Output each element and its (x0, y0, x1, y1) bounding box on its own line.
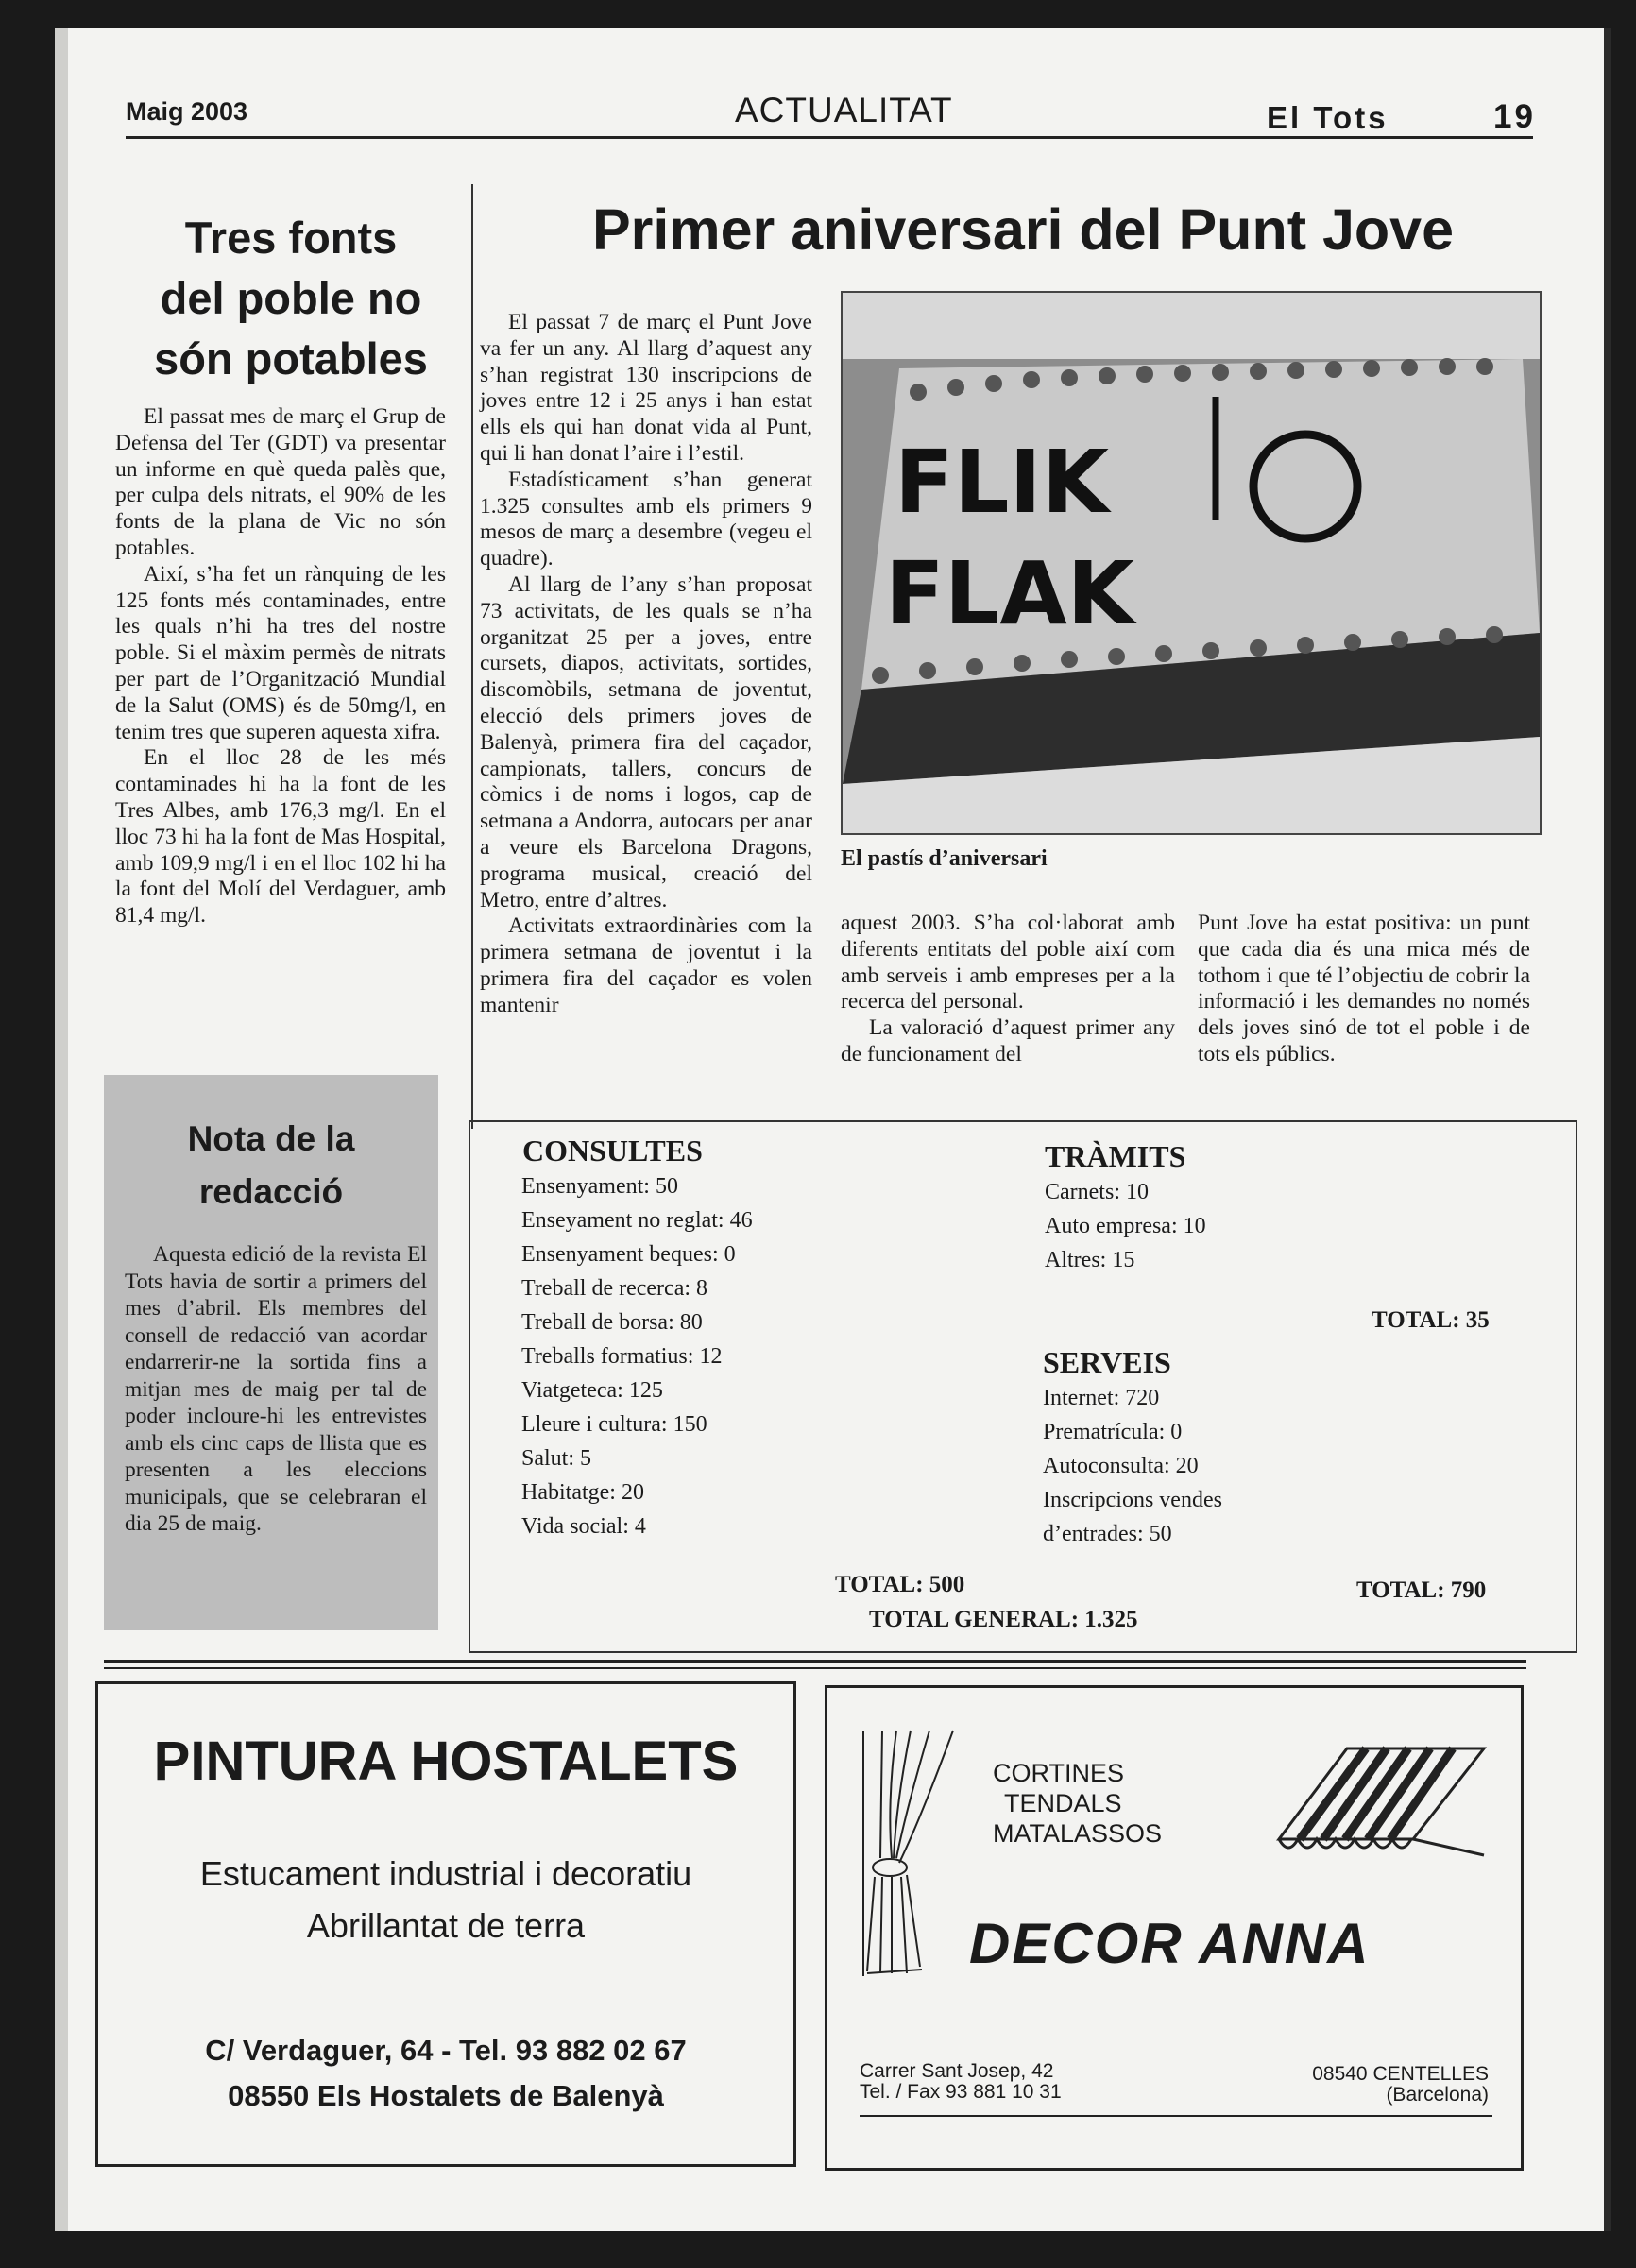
ad-pintura-city: 08550 Els Hostalets de Balenyà (228, 2079, 664, 2112)
ad-pintura-line1: Estucament industrial i decoratiu (199, 1854, 692, 1893)
left-article-title (135, 208, 447, 389)
awning-icon (1271, 1737, 1498, 1860)
paragraph: aquest 2003. S’ha col·laborat amb diferents entitats del poble així com amb serveis i amb empreses per a la recerca del personal. (841, 911, 1175, 1015)
ad-decor-region: (Barcelona) (1386, 2084, 1489, 2106)
left-article-body (115, 404, 446, 929)
title-line: del poble no (160, 273, 422, 323)
header-date: Maig 2003 (126, 97, 248, 126)
list-item: d’entrades: 50 (1043, 1522, 1172, 1546)
title-line: són potables (154, 333, 428, 384)
cake-text-line1: FLIK (895, 432, 1109, 533)
paragraph: El passat 7 de març el Punt Jove va fer un any. Al llarg d’aquest any s’han registrat 130 inscripcions de joves entre 12 i 25 anys i han estat ells els qui han donat vida al Punt, qui li han donat l’aire i l’estil. (480, 310, 812, 466)
list-item: Habitatge: 20 (521, 1480, 644, 1505)
main-article-col3 (1198, 911, 1530, 1068)
cake-image (843, 293, 1540, 833)
main-article-col2 (841, 911, 1175, 1068)
list-item: Ensenyament beques: 0 (521, 1242, 736, 1267)
cake-text-line2: FLAK (885, 543, 1134, 644)
list-item: Salut: 5 (521, 1446, 592, 1471)
list-item: Ensenyament: 50 (521, 1174, 678, 1199)
ad-decor-phone: Tel. / Fax 93 881 10 31 (860, 2081, 1062, 2103)
editor-note-title (104, 1113, 438, 1219)
paragraph: Així, s’ha fet un rànquing de les 125 fonts més contaminades, entre les quals n’hi ha tres del nostre poble. Si el màxim permès de nitrats per part de l’Organització Mundial de la Salut (OMS) és de 50mg/l, en tenim tres que superen aquesta xifra. (115, 561, 446, 744)
list-item: Prematrícula: 0 (1043, 1420, 1183, 1444)
ad-decor-rule (860, 2115, 1492, 2117)
cake-photo (841, 291, 1542, 835)
list-item: Inscripcions vendes (1043, 1488, 1222, 1512)
title-line: Tres fonts (184, 213, 398, 263)
tramits-list (1045, 1175, 1206, 1277)
list-item: Treballs formatius: 12 (521, 1344, 723, 1369)
paragraph: Al llarg de l’any s’han proposat 73 activitats, de les quals se n’ha organitzat 25 per a joves, entre cursets, diapos, activitats, sortides, discomòbils, setmana de joventut, elecció dels primers joves de Balenyà, primera fira del caçador, campionats, tallers, concurs de còmics i de noms i logos, cap de setmana a Andorra, autocars per anar a veure els Barcelona Dragons, programa musical, creació del Metro, entre d’altres. (480, 571, 812, 912)
list-item: Auto empresa: 10 (1045, 1214, 1206, 1238)
list-item: Treball de borsa: 80 (521, 1310, 703, 1335)
editor-note-text (125, 1241, 427, 1538)
paragraph: Estadísticament s’han generat 1.325 consultes amb els primers 9 mesos de març a desembre (vegeu el quadre). (480, 467, 812, 571)
product-item: MATALASSOS (993, 1819, 1163, 1848)
ads-divider (104, 1667, 1526, 1669)
ads-divider (104, 1660, 1526, 1663)
serveis-title: SERVEIS (1043, 1345, 1171, 1379)
page-edge (1604, 28, 1611, 2231)
paragraph: La valoració d’aquest primer any de funcionament del (841, 1015, 1175, 1066)
ad-decor-city: 08540 CENTELLES (1312, 2063, 1489, 2085)
header-section: ACTUALITAT (735, 91, 953, 129)
ad-pintura-hostalets (95, 1681, 796, 2167)
paragraph: Aquesta edició de la revista El Tots havia de sortir a primers del mes d’abril. Els membres del consell de redacció van acordar endarrerir-ne la sortida fins a mitjan mes de maig per tal de poder incloure-hi les entrevistes amb els cinc caps de llista que es presenten a les eleccions municipals, que se celebraran el dia 25 de maig. (125, 1242, 427, 1536)
consultes-title: CONSULTES (522, 1134, 703, 1168)
page-number: 19 (1493, 98, 1536, 135)
paragraph: El passat mes de març el Grup de Defensa del Ter (GDT) va presentar un informe en què queda palès que, per culpa dels nitrats, el 90% de les fonts de la plana de Vic no són potables. (115, 404, 446, 560)
list-item: Internet: 720 (1043, 1386, 1160, 1410)
column-divider (471, 184, 473, 1129)
consultes-list (521, 1169, 753, 1543)
editor-note-box (104, 1075, 438, 1630)
list-item: Viatgeteca: 125 (521, 1378, 663, 1403)
stats-table-box (469, 1120, 1577, 1653)
ad-decor-address-block (860, 2061, 1062, 2103)
page-spine (55, 28, 68, 2231)
header-magazine: El Tots (1267, 100, 1389, 135)
product-item: CORTINES (993, 1759, 1125, 1787)
ad-pintura-address: C/ Verdaguer, 64 - Tel. 93 882 02 67 (205, 2034, 687, 2067)
list-item: Carnets: 10 (1045, 1180, 1149, 1204)
ad-decor-city-block (1271, 2064, 1489, 2106)
ad-decor-name: DECOR ANNA (969, 1912, 1371, 1975)
product-item: TENDALS (1004, 1789, 1122, 1817)
tramits-title: TRÀMITS (1045, 1139, 1186, 1173)
paragraph: Activitats extraordinàries com la primera setmana de joventut i la primera fira del caçador es volen mantenir (480, 913, 812, 1017)
ad-pintura-name: PINTURA HOSTALETS (153, 1731, 739, 1792)
magazine-page (55, 28, 1611, 2231)
ad-decor-address: Carrer Sant Josep, 42 (860, 2060, 1054, 2082)
main-article-col1 (480, 310, 812, 1019)
paragraph: Punt Jove ha estat positiva: un punt que cada dia és una mica més de tothom i que té l’objectiu de cobrir la informació i les demandes no només dels joves sinó de tot el poble i de tots els públics. (1198, 911, 1530, 1066)
list-item: Autoconsulta: 20 (1043, 1454, 1199, 1478)
title-line: redacció (198, 1172, 344, 1211)
main-article-title: Primer aniversari del Punt Jove (591, 197, 1455, 262)
consultes-total: TOTAL: 500 (835, 1572, 965, 1597)
paragraph: En el lloc 28 de les més contaminades hi ha la font de les Tres Albes, amb 176,3 mg/l. En el lloc 73 hi ha la font de Mas Hospital, amb 109,9 mg/l i en el lloc 102 hi ha la font del Molí del Verdaguer, amb 81,4 mg/l. (115, 745, 446, 929)
serveis-list (1043, 1381, 1222, 1551)
curtain-icon (854, 1726, 967, 1981)
list-item: Enseyament no reglat: 46 (521, 1208, 753, 1233)
tramits-total: TOTAL: 35 (1372, 1307, 1490, 1333)
photo-caption: El pastís d’aniversari (841, 846, 1048, 871)
grand-total: TOTAL GENERAL: 1.325 (869, 1607, 1138, 1632)
list-item: Lleure i cultura: 150 (521, 1412, 707, 1437)
list-item: Vida social: 4 (521, 1514, 646, 1539)
serveis-total: TOTAL: 790 (1356, 1577, 1487, 1603)
title-line: Nota de la (187, 1119, 355, 1158)
header-rule (126, 136, 1533, 139)
list-item: Altres: 15 (1045, 1248, 1135, 1272)
ad-decor-anna (825, 1685, 1524, 2171)
ad-decor-products (993, 1758, 1162, 1849)
list-item: Treball de recerca: 8 (521, 1276, 708, 1301)
ad-pintura-line2: Abrillantat de terra (306, 1906, 586, 1945)
